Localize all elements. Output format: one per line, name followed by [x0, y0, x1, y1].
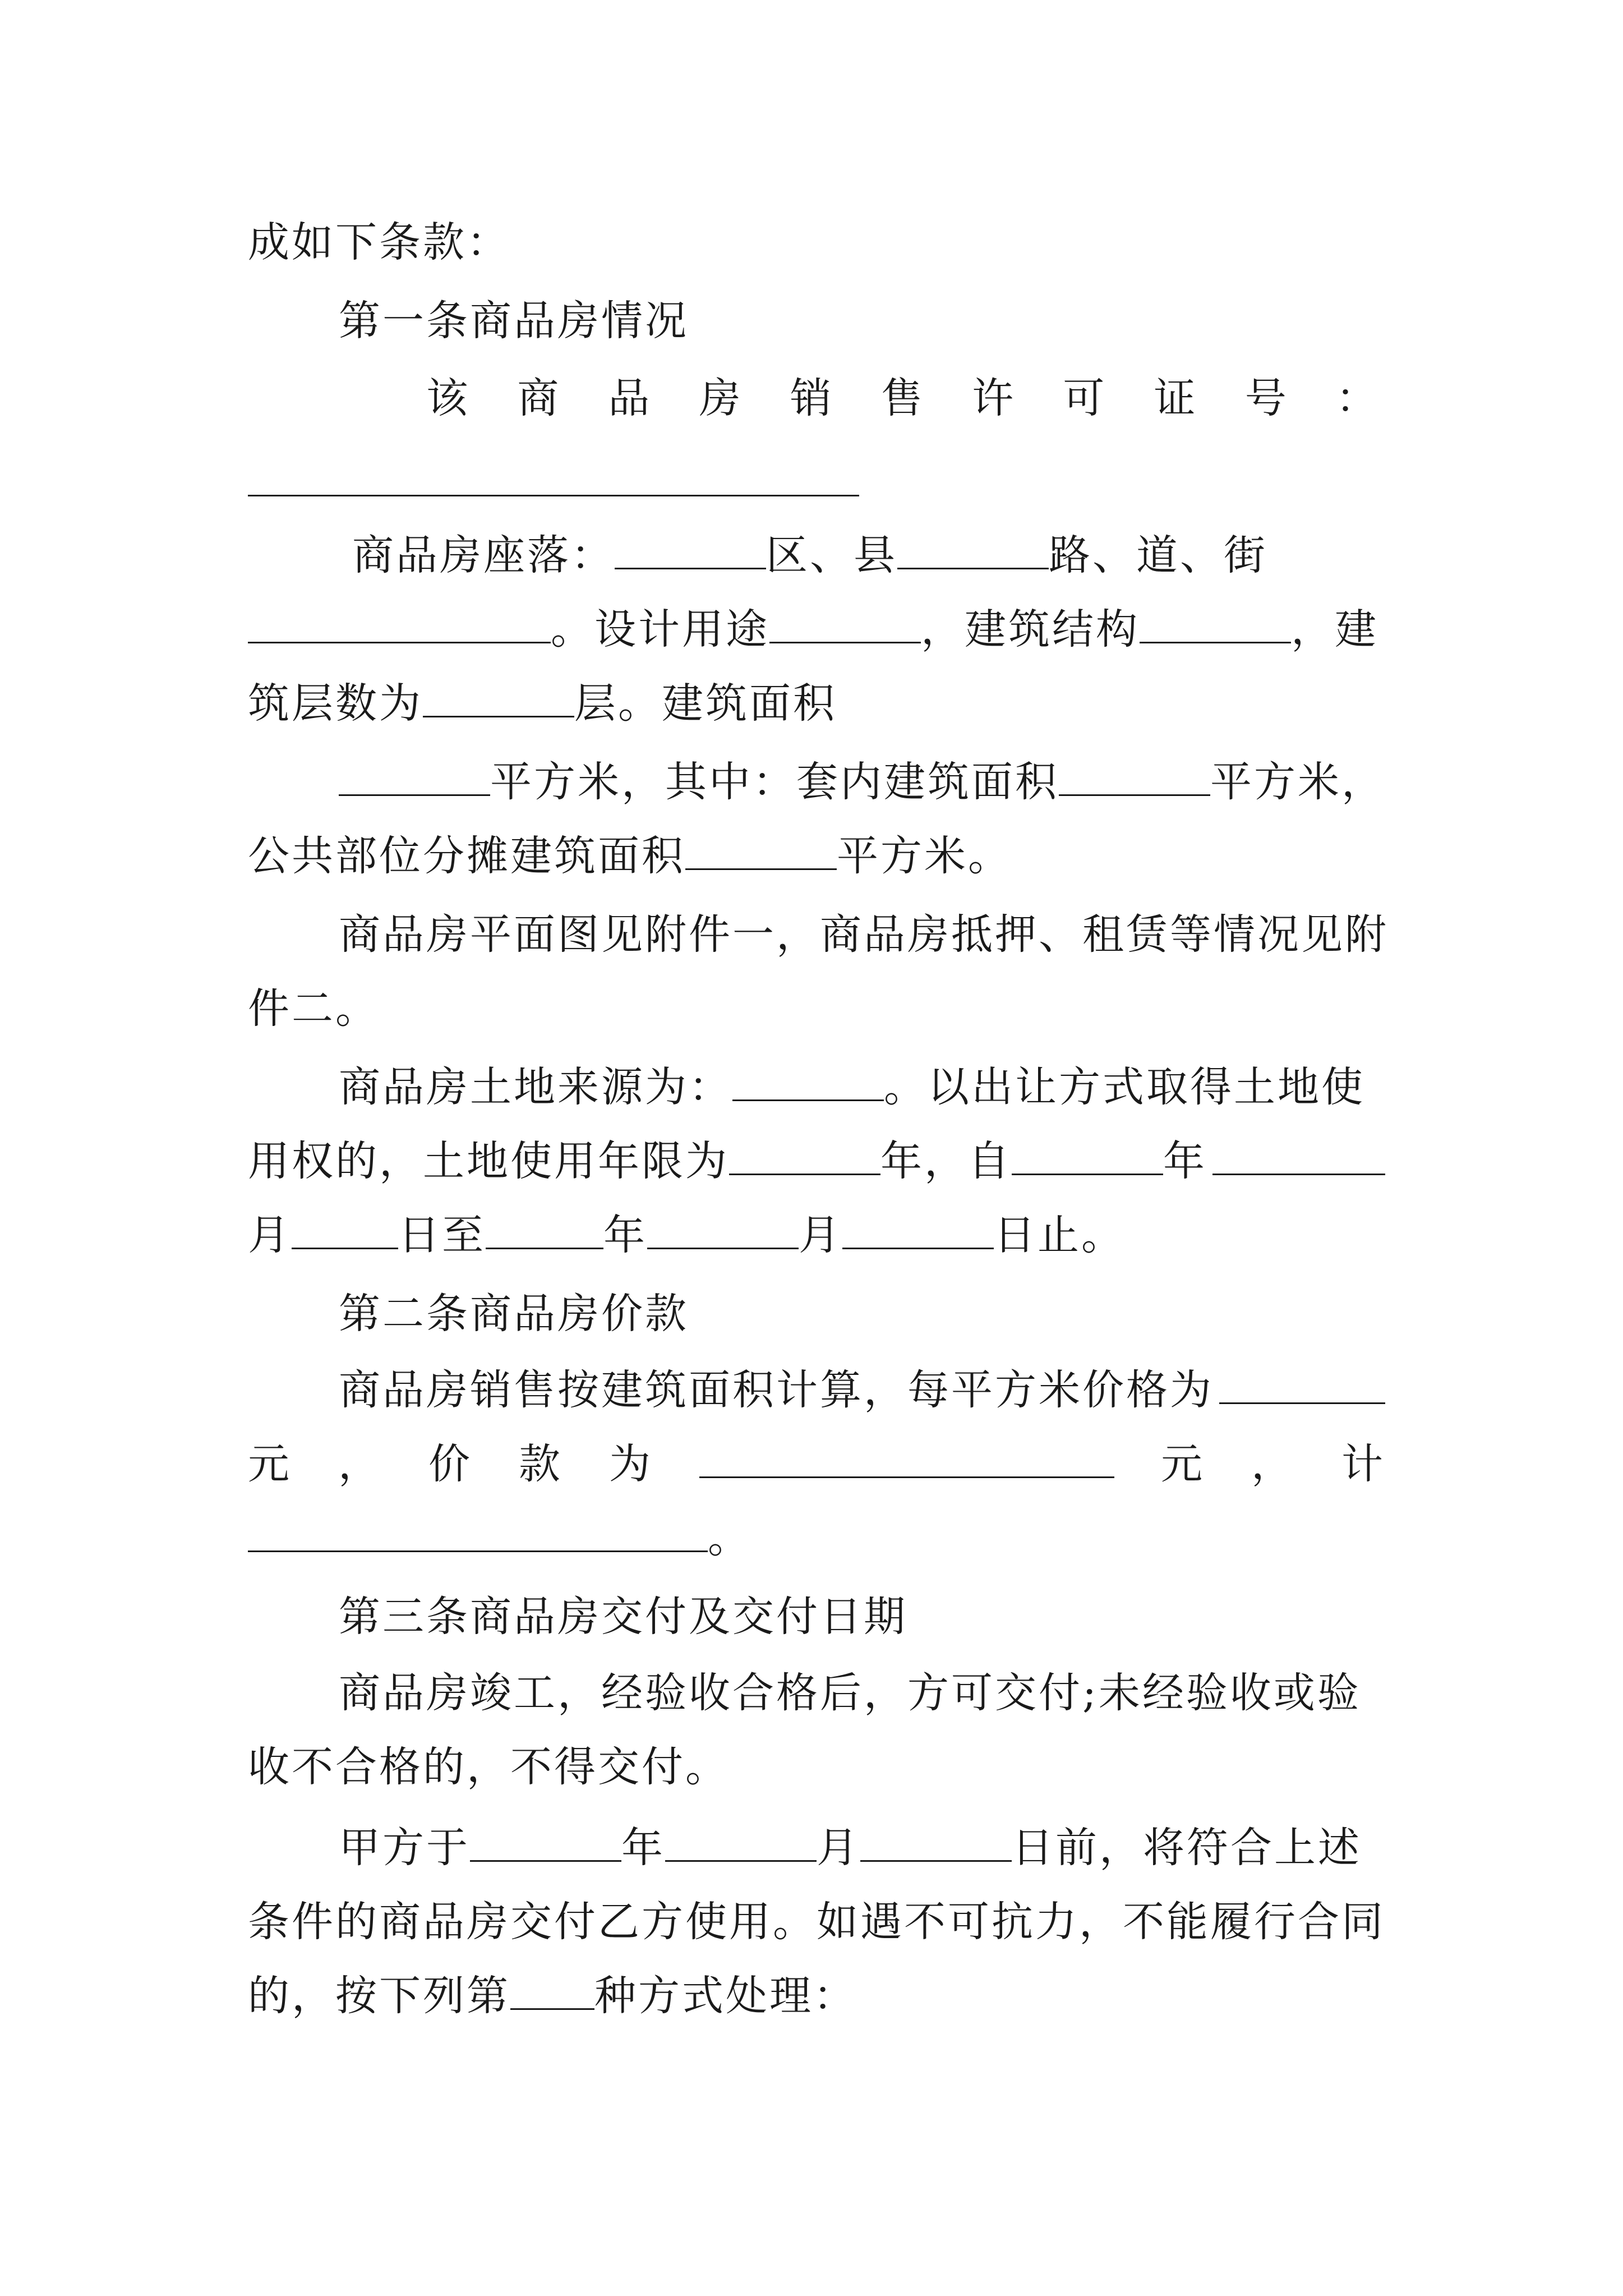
- license-label-char: 销: [790, 374, 834, 422]
- delivery-line: 商品房竣工，经验收合格后，方可交付;未经验收或验: [339, 1669, 1361, 1717]
- start-day-blank[interactable]: [292, 1210, 398, 1249]
- structure-blank[interactable]: [1140, 604, 1291, 643]
- price-label-char: 元: [248, 1440, 292, 1488]
- land-term-line: 用权的，土地使用年限为 年，自 年: [248, 1122, 1385, 1200]
- floors-blank[interactable]: [423, 678, 574, 717]
- shared-area-line: 公共部位分摊建筑面积 平方米。: [248, 832, 1012, 880]
- end-day-blank[interactable]: [842, 1210, 994, 1249]
- license-label-char: 证: [1154, 374, 1198, 422]
- license-number-blank[interactable]: [248, 457, 859, 496]
- license-label-char: 许: [972, 374, 1016, 422]
- area-line: 平方米，其中：套内建筑面积 平方米，: [339, 743, 1385, 821]
- delivery-day-blank[interactable]: [860, 1823, 1012, 1862]
- license-label-char: ：: [1335, 374, 1380, 422]
- delivery-line-2: 收不合格的，不得交付。: [248, 1743, 729, 1791]
- article-3-title: 第三条商品房交付及交付日期: [339, 1593, 907, 1641]
- price-line: 商品房销售按建筑面积计算，每平方米价格为: [339, 1351, 1385, 1429]
- total-price-words-blank[interactable]: [248, 1513, 708, 1552]
- price-label-char: 元: [1161, 1440, 1205, 1488]
- license-label-char: 售: [880, 374, 925, 422]
- shared-area-blank[interactable]: [685, 831, 837, 870]
- land-years-blank[interactable]: [729, 1136, 880, 1175]
- inner-area-blank[interactable]: [1059, 757, 1210, 796]
- text-line: 成如下条款：: [248, 218, 510, 266]
- land-source-blank[interactable]: [732, 1062, 884, 1101]
- delivery-month-blank[interactable]: [665, 1823, 817, 1862]
- price-label-char: ，: [338, 1440, 382, 1488]
- end-month-blank[interactable]: [647, 1210, 799, 1249]
- floors-line: 筑层数为 层。建筑面积: [248, 679, 837, 728]
- license-number-blank-line: [248, 443, 1385, 522]
- license-label-char: 品: [608, 374, 652, 422]
- license-number-label: [426, 359, 1380, 438]
- price-label-char: 为: [609, 1440, 653, 1488]
- license-label-char: 可: [1063, 374, 1107, 422]
- land-source-line: 商品房土地来源为： 。以出让方式取得土地使: [339, 1063, 1365, 1111]
- floor-plan-line: 商品房平面图见附件一，商品房抵押、租赁等情况见附: [339, 910, 1389, 959]
- district-blank[interactable]: [615, 530, 766, 569]
- license-label-char: 商: [517, 374, 561, 422]
- article-1-title: 第一条商品房情况: [339, 297, 689, 345]
- total-price-blank[interactable]: [699, 1439, 1114, 1478]
- road-blank[interactable]: [897, 530, 1049, 569]
- delivery-year-blank[interactable]: [470, 1823, 621, 1862]
- start-month-blank[interactable]: [1212, 1136, 1385, 1175]
- building-area-blank[interactable]: [339, 757, 490, 796]
- location-line: 商品房座落： 区、县 路、道、街: [352, 531, 1267, 579]
- unit-price-blank[interactable]: [1219, 1365, 1385, 1404]
- price-label-char: 价: [428, 1440, 472, 1488]
- total-price-line: [248, 1425, 1385, 1503]
- license-label-char: 房: [699, 374, 743, 422]
- article-2-title: 第二条商品房价款: [339, 1290, 689, 1338]
- price-label-char: ，: [1251, 1440, 1295, 1488]
- end-year-blank[interactable]: [486, 1210, 603, 1249]
- design-use-line: 。设计用途 ，建筑结构 ，建: [248, 590, 1385, 669]
- price-label-char: 计: [1341, 1440, 1385, 1488]
- price-label-char: 款: [519, 1440, 562, 1488]
- delivery-condition-line: 条件的商品房交付乙方使用。如遇不可抗力，不能履行合同: [248, 1898, 1385, 1946]
- license-label-char: 号: [1244, 374, 1289, 422]
- floor-plan-line-2: 件二。: [248, 984, 379, 1033]
- total-price-words-line: 。: [248, 1499, 1385, 1577]
- license-label-char: 该: [426, 374, 470, 422]
- land-date-line: 月 日至 年 月 日止。: [248, 1211, 1125, 1259]
- option-number-blank[interactable]: [510, 1971, 594, 2010]
- force-majeure-line: 的，按下列第 种方式处理：: [248, 1972, 857, 2020]
- design-use-blank[interactable]: [769, 604, 921, 643]
- street-blank[interactable]: [248, 604, 551, 643]
- start-year-blank[interactable]: [1012, 1136, 1163, 1175]
- delivery-date-line: 甲方于 年 月 日前，将符合上述: [339, 1824, 1362, 1872]
